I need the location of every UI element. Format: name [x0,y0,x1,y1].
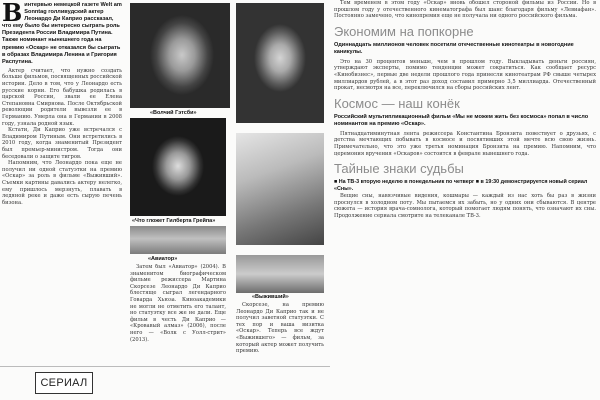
section-lede: Одиннадцать миллионов человек посетили отечественные кинотеатры в новогодние каникулы. [334,41,574,55]
serial-button[interactable]: СЕРИАЛ [35,372,93,394]
article-paragraph: Тем временем в этом году «Оскар» вновь обошел стороной фильмы из России. Но в прошлом году у отечественного кинематографа был шанс благодаря фильму «Левиафан». Постоянно замечено, что кинопремия еще не получала ни одного российского фильма. [334,0,596,20]
article-body [2,68,122,206]
section-body [334,131,596,157]
divider [0,366,330,367]
article-paragraph: Актер считает, что нужно создать больше фильмов, посвященных российской истории. Дело в том, что у Леонардо есть русские корни. Его бабушка родилась в царской России, звали ее Елена Степановна Смирнова. После Октябрьской революции родители вывезли ее в Германию. Умерла она в Германии в 2008 году, узнала родной язык. [2,67,122,127]
article-paragraph: Это на 30 процентов меньше, чем в прошлом году. Выкладывать деньги россиян, утверждают эксперты, помимо тенденции может сократиться. Как сообщает ресурс «Кинобизнес», первые две недели прошлого года принесли кинотеатрам РФ свыше четырех миллиардов рублей, а в этот раз доход составил примерно 3,5 миллиарда. Отечественный прокат, несмотря на все, переключился на сборы российских лент. [334,58,596,92]
article-lede: интервью немецкой газете Welt am Sonntag голливудский актер Леонардо Ди Каприо рассказал, что ему было бы интересно сыграть роль Президента России Владимира Путина. Также номинант нынешнего года на премию «Оскар» не отказался бы сыграть в образах Владимира Ленина и Григория Распутина. [2,2,122,65]
article-column-dicaprio [2,2,122,362]
section-heading-signs: Тайные знаки судьбы [334,161,464,177]
section-lede: Российский мультипликационный фильм «Мы не можем жить без космоса» попал в число номинантов на премию «Оскар». [334,113,589,127]
section-bullets: ■ На ТВ-3 вторую неделю в понедельник по четверг ■ в 19:30 демонстрируется новый сериал «Сны». [334,179,588,193]
article-continuation [236,302,324,364]
photo-revenant-scene [236,133,324,245]
article-paragraph: Пятнадцатиминутная лента режиссера Константина Бронзита повествует о друзьях, с детства мечтающих побывать в космосе и посвятивших этой мечте всю свою жизнь. Примечательно, что это уже третья номинация Бронзита на премию. Напомним, что церемония вручения «Оскаров» состоится в феврале нынешнего года. [334,130,596,157]
photo-wolf-gatsby [130,3,230,108]
section-body [334,193,596,219]
article-paragraph: Скорсезе, на премию Леонардо Ди Каприо так и не получил заветной статуэтки. С тех пор и ваша визитка «Оскар». Теперь все ждут «Выжившего» — фильм, за который актер может получить премию. [236,302,324,355]
section-heading-popcorn: Экономим на попкорне [334,23,474,39]
section-heading-space: Космос — наш конёк [334,95,460,111]
article-paragraph: Напомним, что Леонардо пока еще не получил ни одной статуэтки на премию «Оскар» за роль в фильме «Выживший». Съемки картины давались актеру нелегко, ему пришлось мерзнуть, плавать в ледяной реке и даже есть сырую печень бизона. [2,160,122,206]
news-column-right [334,0,596,400]
photo-gilbert-grape [130,118,226,216]
photo-revenant [236,255,324,293]
article-paragraph: Вещие сны, навязчивые видения, кошмары — каждый из нас хоть бы раз в жизни проснулся в холодном поту. Мы пытаемся их забыть, но у одних они сбываются. В центре сюжета — история врача-сомнолога, который помогает людям понять, что означают их сны. Продолжение сериала смотрите на телеканале ТВ-3. [334,193,596,219]
photo-caption: «Авиатор» [148,256,178,262]
photo-caption: «Выживший» [252,294,289,300]
article-paragraph: Кстати, Ди Каприо уже встречался с Владимиром Путиным. Они встретились в 2010 году, когда знаменитый Президент был премьер-министром. Тогда они беседовали о защите тигров. [2,127,122,160]
drop-cap: В [2,2,23,27]
intro-text [334,0,596,20]
photo-caption: «Волчий Гэтсби» [150,110,197,116]
photo-aviator [130,226,226,254]
photo-caption: «Что гложет Гилберта Грейпа» [132,218,216,224]
article-paragraph: Затем был «Авиатор» (2004). В знаменитом биографическом фильме режиссера Мартина Скорсезе Леонардо Ди Каприо блестяще сыграл легендарного Говарда Хьюза. Киноакадемики не могли не отметить его талант, но статуэтку все же не дали. Еще фильм в честь Ди Каприо — «Кровавый алмаз» (2006), после него — «Волк с Уолл-стрит» (2013). [130,264,226,343]
photo-portrait [236,3,324,123]
article-continuation [130,264,226,364]
section-body [334,59,596,92]
